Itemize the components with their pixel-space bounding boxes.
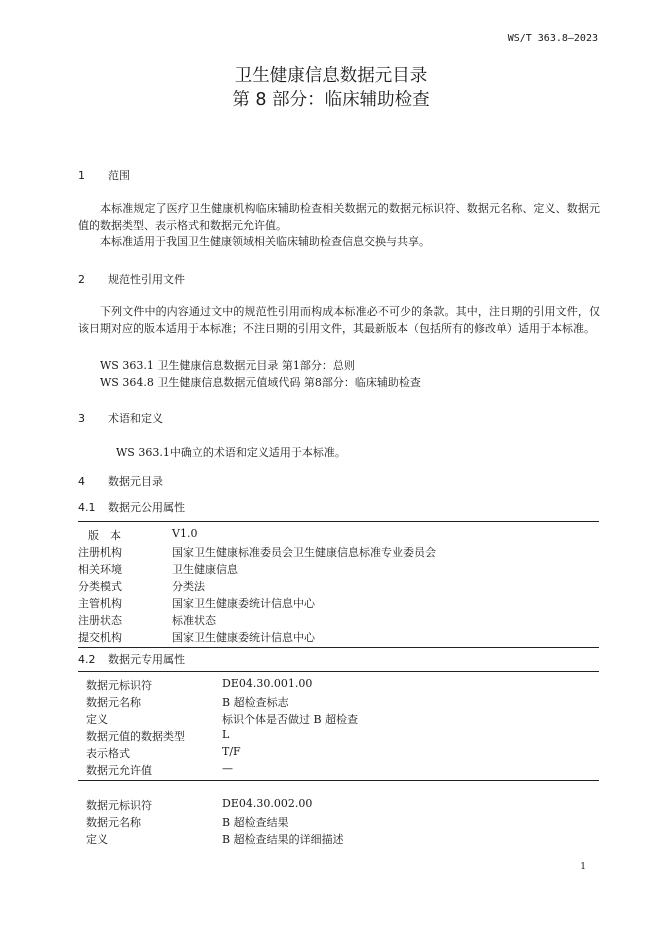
block-1-top-rule (78, 671, 599, 672)
element-attr-value: — (222, 762, 233, 775)
section-number: 2 (78, 273, 85, 286)
section-number: 4 (78, 475, 85, 488)
element-attr-value: DE04.30.001.00 (222, 677, 313, 690)
common-attr-value: 卫生健康信息 (172, 563, 238, 576)
section-title: 规范性引用文件 (108, 273, 185, 286)
element-attr-label: 数据元名称 (86, 696, 141, 709)
table-bottom-rule (78, 647, 599, 648)
common-attr-value: V1.0 (172, 527, 198, 540)
section-1-paragraph-2: 本标准适用于我国卫生健康领域相关临床辅助检查信息交换与共享。 (100, 235, 430, 248)
common-attr-value: 标准状态 (172, 614, 216, 627)
section-4-1-heading (78, 499, 185, 515)
document-code: WS/T 363.8—2023 (507, 33, 598, 44)
common-attr-value: 国家卫生健康委统计信息中心 (172, 631, 315, 644)
element-attr-label: 定义 (86, 833, 108, 846)
section-1-heading (78, 167, 130, 183)
table-top-rule (78, 521, 599, 522)
element-attr-label: 表示格式 (86, 747, 130, 760)
section-2-paragraph: 下列文件中的内容通过文中的规范性引用而构成本标准必不可少的条款。其中，注日期的引用文件，仅该日期对应的版本适用于本标准；不注日期的引用文件，其最新版本（包括所有的修改单）适用于本标准。 (78, 305, 600, 335)
element-attr-label: 数据元标识符 (86, 799, 152, 812)
common-attr-label: 注册机构 (78, 546, 122, 559)
element-attr-value: B 超检查结果的详细描述 (222, 833, 344, 846)
section-3-paragraph: WS 363.1中确立的术语和定义适用于本标准。 (116, 446, 346, 459)
common-attr-label: 提交机构 (78, 631, 122, 644)
section-number: 4.1 (78, 501, 96, 514)
element-attr-label: 数据元允许值 (86, 764, 152, 777)
element-attr-value: B 超检查结果 (222, 816, 289, 829)
section-number: 1 (78, 169, 85, 182)
common-attr-label: 主管机构 (78, 597, 122, 610)
section-title: 数据元公用属性 (108, 501, 185, 514)
reference-2: WS 364.8 卫生健康信息数据元值域代码 第8部分：临床辅助检查 (100, 376, 421, 389)
element-attr-label: 定义 (86, 713, 108, 726)
document-subtitle: 第 8 部分：临床辅助检查 (232, 90, 430, 110)
reference-1: WS 363.1 卫生健康信息数据元目录 第1部分：总则 (100, 359, 355, 372)
section-title: 术语和定义 (108, 412, 163, 425)
section-title: 数据元目录 (108, 475, 163, 488)
element-attr-label: 数据元名称 (86, 816, 141, 829)
section-2-heading (78, 271, 185, 287)
element-attr-value: T/F (222, 745, 241, 758)
section-number: 3 (78, 412, 85, 425)
section-number: 4.2 (78, 653, 96, 666)
section-4-2-heading (78, 651, 185, 667)
section-1-paragraph: 本标准规定了医疗卫生健康机构临床辅助检查相关数据元的数据元标识符、数据元名称、定义、数据元值的数据类型、表示格式和数据元允许值。 (78, 202, 600, 232)
common-attr-value: 国家卫生健康标准委员会卫生健康信息标准专业委员会 (172, 546, 436, 559)
common-attr-label: 相关环境 (78, 563, 122, 576)
section-3-heading (78, 410, 163, 426)
section-title: 数据元专用属性 (108, 653, 185, 666)
common-attr-label: 版 本 (88, 529, 121, 542)
common-attr-value: 国家卫生健康委统计信息中心 (172, 597, 315, 610)
element-attr-value: DE04.30.002.00 (222, 797, 313, 810)
common-attr-label: 分类模式 (78, 580, 122, 593)
element-attr-value: L (222, 728, 230, 741)
element-attr-label: 数据元值的数据类型 (86, 730, 185, 743)
section-title: 范围 (108, 169, 130, 182)
common-attr-value: 分类法 (172, 580, 205, 593)
block-1-bottom-rule (78, 780, 599, 781)
common-attr-label: 注册状态 (78, 614, 122, 627)
section-4-heading (78, 473, 163, 489)
page-number: 1 (580, 862, 586, 872)
document-title: 卫生健康信息数据元目录 (234, 66, 428, 86)
element-attr-value: B 超检查标志 (222, 696, 289, 709)
element-attr-label: 数据元标识符 (86, 679, 152, 692)
element-attr-value: 标识个体是否做过 B 超检查 (222, 713, 359, 726)
